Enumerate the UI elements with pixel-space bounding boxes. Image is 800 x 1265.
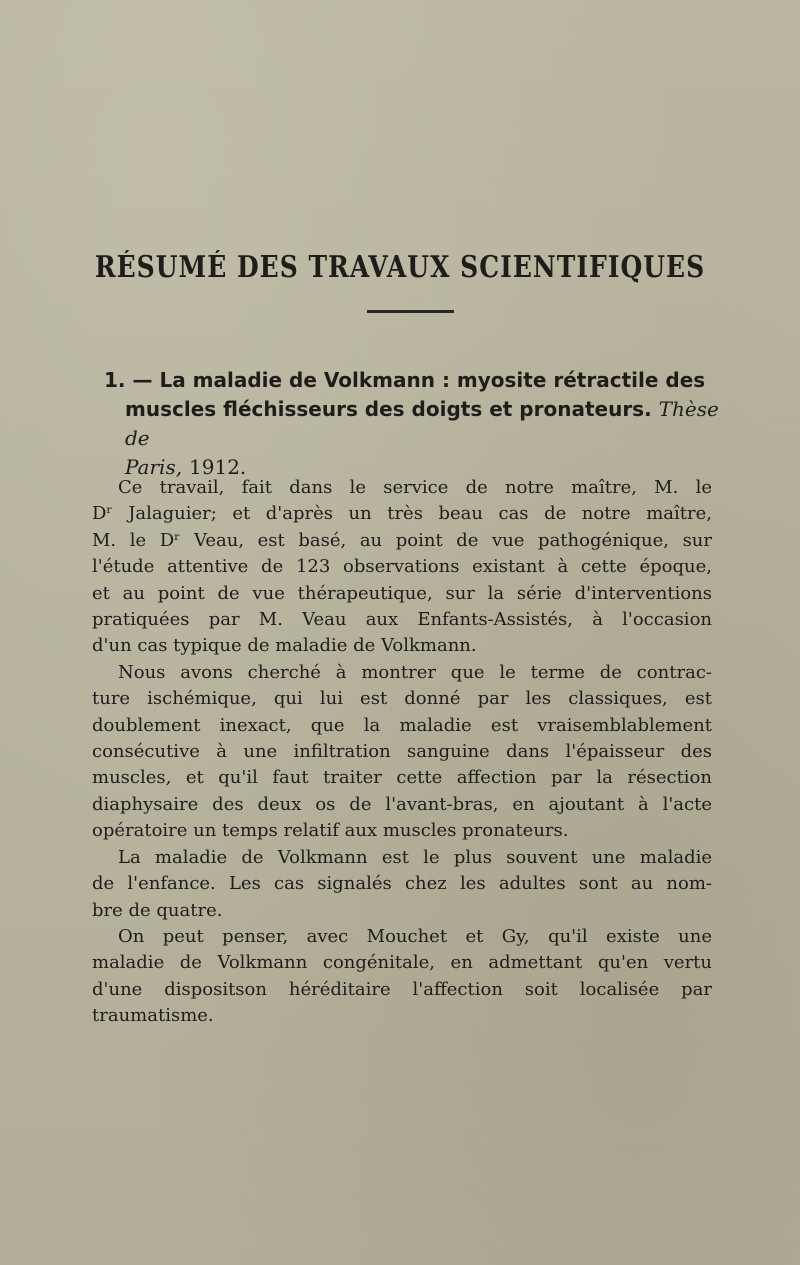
- entry-title-line-2: muscles fléchisseurs des doigts et pronateurs.: [125, 397, 652, 421]
- paragraph-1-line: et au point de vue thérapeutique, sur la série d'interventions: [92, 582, 712, 604]
- paragraph-3-line: de l'enfance. Les cas signalés chez les adultes sont au nom-: [92, 873, 712, 895]
- entry-citation-italic-1: Thèse de: [125, 397, 719, 450]
- paragraph-2-line: consécutive à une infiltration sanguine dans l'épaisseur des: [92, 741, 712, 763]
- paragraph-4-line: traumatisme.: [92, 1005, 214, 1027]
- entry-dash: —: [132, 368, 153, 392]
- paragraph-4-line: maladie de Volkmann congénitale, en admettant qu'en vertu: [92, 952, 712, 974]
- paragraph-4-line: On peut penser, avec Mouchet et Gy, qu'il existe une: [118, 925, 712, 947]
- title-divider: [367, 310, 454, 313]
- entry-citation-italic-2: Paris,: [125, 455, 183, 479]
- paragraph-1-line: Ce travail, fait dans le service de notre maître, M. le: [118, 477, 712, 498]
- paragraph-2-line: Nous avons cherché à montrer que le terme de contrac-: [118, 661, 712, 683]
- paragraph-1-line: M. le Dʳ Veau, est basé, au point de vue pathogénique, sur: [92, 529, 712, 551]
- entry-year: 1912.: [189, 455, 247, 479]
- paragraph-3-line: La maladie de Volkmann est le plus souvent une maladie: [118, 846, 712, 868]
- paragraph-1-line: l'étude attentive de 123 observations existant à cette époque,: [92, 556, 712, 578]
- paragraph-2-line: doublement inexact, que la maladie est vraisemblablement: [92, 714, 712, 736]
- entry-number: 1.: [104, 368, 126, 392]
- paragraph-4-line: d'une dispositson héréditaire l'affection soit localisée par: [92, 978, 712, 1000]
- entry-heading-line-2: [104, 395, 724, 453]
- paragraph-1-line: d'un cas typique de maladie de Volkmann.: [92, 635, 477, 657]
- paragraph-2-line: opératoire un temps relatif aux muscles pronateurs.: [92, 820, 569, 842]
- entry-title-line-1: La maladie de Volkmann : myosite rétractile des: [159, 368, 706, 392]
- page-title: RÉSUMÉ DES TRAVAUX SCIENTIFIQUES: [94, 250, 706, 285]
- paragraph-1-line: Dʳ Jalaguier; et d'après un très beau cas de notre maître,: [92, 503, 712, 525]
- entry-heading: [104, 366, 724, 482]
- paragraph-3-line: bre de quatre.: [92, 899, 223, 921]
- body-text: [92, 475, 712, 1030]
- paragraph-1-line: pratiquées par M. Veau aux Enfants-Assistés, à l'occasion: [92, 609, 712, 631]
- entry-heading-line-1: [104, 368, 705, 392]
- paragraph-2-line: diaphysaire des deux os de l'avant-bras, en ajoutant à l'acte: [92, 793, 712, 815]
- paragraph-2-line: muscles, et qu'il faut traiter cette affection par la résection: [92, 767, 712, 789]
- paragraph-2-line: ture ischémique, qui lui est donné par les classiques, est: [92, 688, 712, 710]
